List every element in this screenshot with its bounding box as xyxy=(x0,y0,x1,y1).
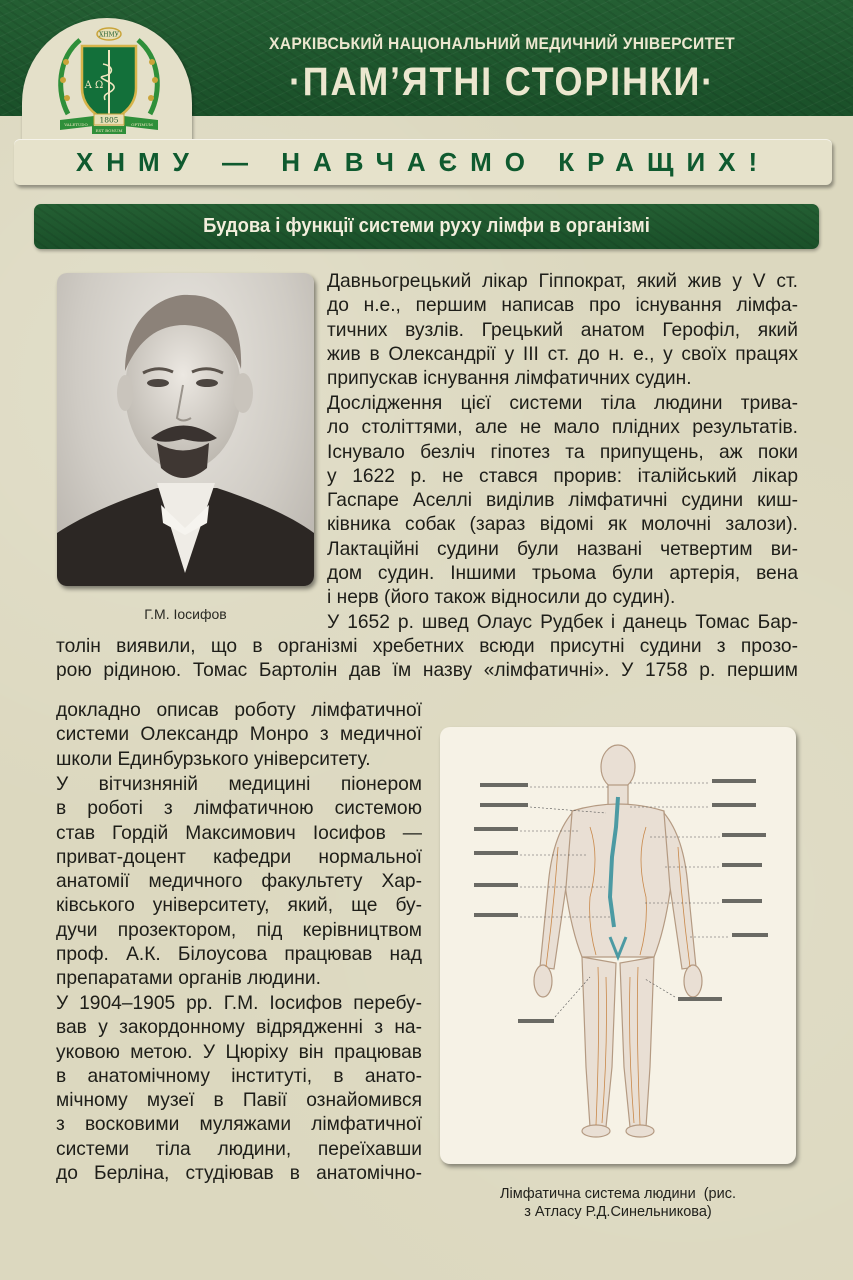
paragraph-3-wide xyxy=(56,635,798,684)
text-line: Дослідження цієї системи тіла людини трива- xyxy=(327,393,798,414)
paragraph-1 xyxy=(327,270,798,391)
text-line: Існувало безліч гіпотез та припущень, аж поки xyxy=(327,441,798,463)
text-line: системи тіла людини, переїхавши xyxy=(56,1138,422,1160)
text-line: жив в Олександрії у ІІІ ст. до н. е., у своїх працях xyxy=(327,343,798,365)
text-line: Гаспаре Аселлі виділив лімфатичні судини киш- xyxy=(327,490,798,512)
text-line: у 1622 р. не стався прорив: італійський лікар xyxy=(327,465,798,487)
text-line: ло століттями, але не мало плідних результатів. xyxy=(327,417,798,439)
lymphatic-system-figure xyxy=(440,727,796,1164)
section-title: Будова і функції системи руху лімфи в організмі xyxy=(203,215,650,237)
portrait-caption: Г.М. Іосифов xyxy=(144,606,227,622)
text-line: системи Олександр Монро з медичної xyxy=(56,724,422,746)
text-line: в анатомічному інституті, в анато- xyxy=(56,1065,422,1087)
text-line: вав у закордонному відрядженні з на- xyxy=(56,1017,422,1039)
text-line: до н.е., першим написав про існування лімфа- xyxy=(327,295,798,317)
logo-top-text: ХНМУ xyxy=(99,31,119,39)
logo-alpha-omega: Α Ω xyxy=(84,80,104,91)
text-line: дучи прозектором, під керівництвом xyxy=(56,919,422,941)
text-line: У 1904–1905 рр. Г.М. Іосифов перебу- xyxy=(56,993,422,1014)
paragraph-3-narrow xyxy=(56,699,422,772)
motto: ХНМУ — НАВЧАЄМО КРАЩИХ! xyxy=(75,147,771,177)
text-line: Давньогрецький лікар Гіппократ, який жив у V ст. xyxy=(327,271,798,292)
anatomy-illustration xyxy=(440,727,796,1164)
portrait-photo xyxy=(57,273,314,586)
text-line: уковою метою. У Цюріху він працював xyxy=(56,1041,422,1063)
text-line: тичних вузлів. Грецький анатом Герофіл, який xyxy=(327,319,798,341)
figure-caption-line-2: з Атласу Р.Д.Синельникова) xyxy=(524,1204,712,1220)
text-line: дом судин. Іншими трьома були артерія, вена xyxy=(327,563,798,585)
university-crest-logo xyxy=(54,22,164,140)
text-line: ківника собак (зараз відомі як молочні залози). xyxy=(327,514,798,536)
text-line: Лактаційні судини були названі четвертим ви- xyxy=(327,538,798,560)
paragraph-5 xyxy=(56,992,422,1186)
text-line: У 1652 р. швед Олаус Рудбек і данець Томас Бар- xyxy=(327,612,798,633)
logo-year: 1805 xyxy=(99,115,119,125)
text-line: став Гордій Максимович Іосифов — xyxy=(56,822,422,844)
text-line: У вітчизняній медицині піонером xyxy=(56,774,422,795)
logo-ribbon-center: EST BONUM xyxy=(95,128,123,133)
figure-caption xyxy=(440,1185,796,1221)
text-line: докладно описав роботу лімфатичної xyxy=(56,700,422,721)
paragraph-4 xyxy=(56,773,422,992)
series-title: ·ПАМ’ЯТНІ СТОРІНКИ· xyxy=(289,60,715,104)
logo-ribbon-left: VALETUDO xyxy=(64,122,88,127)
text-line: ківського університету, який, ще бу- xyxy=(56,895,422,917)
text-line: проф. А.К. Білоусова працював над xyxy=(56,944,422,966)
paragraph-2 xyxy=(327,392,798,611)
text-line: з восковими муляжами лімфатичної xyxy=(56,1114,422,1136)
text-line: і нерв (його також відносили до судин). xyxy=(327,587,676,609)
paragraph-3-first-line xyxy=(327,611,798,635)
text-line: приват-доцент кафедри нормальної xyxy=(56,846,422,868)
text-line: рою рідиною. Томас Бартолін дав їм назву «лімфатичні». У 1758 р. першим xyxy=(56,660,798,682)
text-line: препаратами органів людини. xyxy=(56,968,321,990)
text-line: мічному музеї в Павії ознайомився xyxy=(56,1090,422,1112)
university-name: ХАРКІВСЬКИЙ НАЦІОНАЛЬНИЙ МЕДИЧНИЙ УНІВЕРСИТЕТ xyxy=(269,34,735,53)
portrait-illustration xyxy=(57,273,314,586)
text-line: до Берліна, студіював в анатомічно- xyxy=(56,1163,422,1185)
text-line: школи Единбурзького університету. xyxy=(56,748,371,770)
text-line: припускав існування лімфатичних судин. xyxy=(327,368,692,390)
logo-ribbon-right: OPTIMUM xyxy=(131,122,153,127)
text-line: в роботі з лімфатичною системою xyxy=(56,798,422,820)
figure-caption-line-1: Лімфатична система людини (рис. xyxy=(500,1186,736,1202)
text-line: толін виявили, що в організмі хребетних всюди присутні судини з прозо- xyxy=(56,636,798,657)
text-line: анатомії медичного факультету Хар- xyxy=(56,871,422,893)
